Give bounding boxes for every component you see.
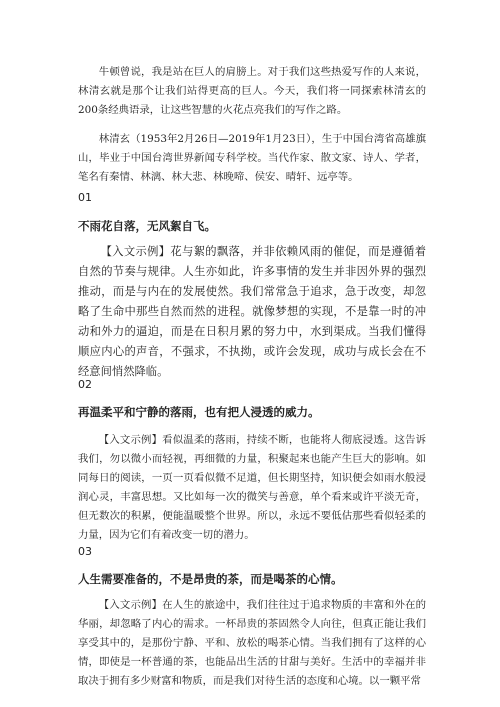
author-bio-paragraph: 林清玄（1953年2月26日—2019年1月23日），生于中国台湾省高雄旗山，毕业于中国台湾世界新闻专科学校。当代作家、散文家、诗人、学者，笔名有秦情、林漓、林大悲、林晚啼、侯安、晴轩、远亭等。 xyxy=(78,133,426,183)
example-paragraph: 【入文示例】花与絮的飘落，并非依赖风雨的催促，而是遵循着自然的节奏与规律。人生亦如此，许多事情的发生并非因外界的强烈推动，而是与内在的发展使然。我们常常急于追求，急于改变，却忽略了生命中那些自然而然的进程。就像梦想的实现，不是靠一时的冲动和外力的逼迫，而是在日积月累的努力中，水到渠成。当我们懂得顺应内心的声音，不强求，不执拗，或许会发现，成功与成长会在不经意间悄然降临。 xyxy=(78,245,426,378)
intro-paragraph: 牛顿曾说，我是站在巨人的肩膀上。对于我们这些热爱写作的人来说，林清玄就是那个让我们站得更高的巨人。今天，我们将一同探索林清玄的200条经典语录，让这些智慧的火花点亮我们的写作之路。 xyxy=(78,66,426,116)
section-number: 03 xyxy=(78,545,92,558)
section-number: 02 xyxy=(78,378,92,391)
quote-heading: 再温柔平和宁静的落雨，也有把人浸透的威力。 xyxy=(78,405,320,419)
section-number: 01 xyxy=(78,191,92,204)
quote-heading: 人生需要准备的，不是昂贵的茶，而是喝茶的心情。 xyxy=(78,572,343,586)
example-paragraph: 【入文示例】看似温柔的落雨，持续不断，也能将人彻底浸透。这告诉我们，勿以微小而轻视，再细微的力量，积聚起来也能产生巨大的影响。如同每日的阅读，一页一页看似微不足道，但长期坚持，知识便会如雨水般浸润心灵，丰富思想。又比如每一次的微笑与善意，单个看来或许平淡无奇，但无数次的积累，便能温暖整个世界。所以，永远不要低估那些看似轻柔的力量，因为它们有着改变一切的潜力。 xyxy=(78,434,426,541)
quote-heading: 不雨花自落，无风絮自飞。 xyxy=(78,219,216,233)
example-paragraph: 【入文示例】在人生的旅途中，我们往往过于追求物质的丰富和外在的华丽，却忽略了内心的需求。一杯昂贵的茶固然令人向往，但真正能让我们享受其中的，是那份宁静、平和、放松的喝茶心情。当我们拥有了这样的心情，即使是一杯普通的茶，也能品出生活的甘甜与美好。生活中的幸福并非取决于拥有多少财富和物质，而是我们对待生活的态度和心境。以一颗平常 xyxy=(78,599,426,687)
